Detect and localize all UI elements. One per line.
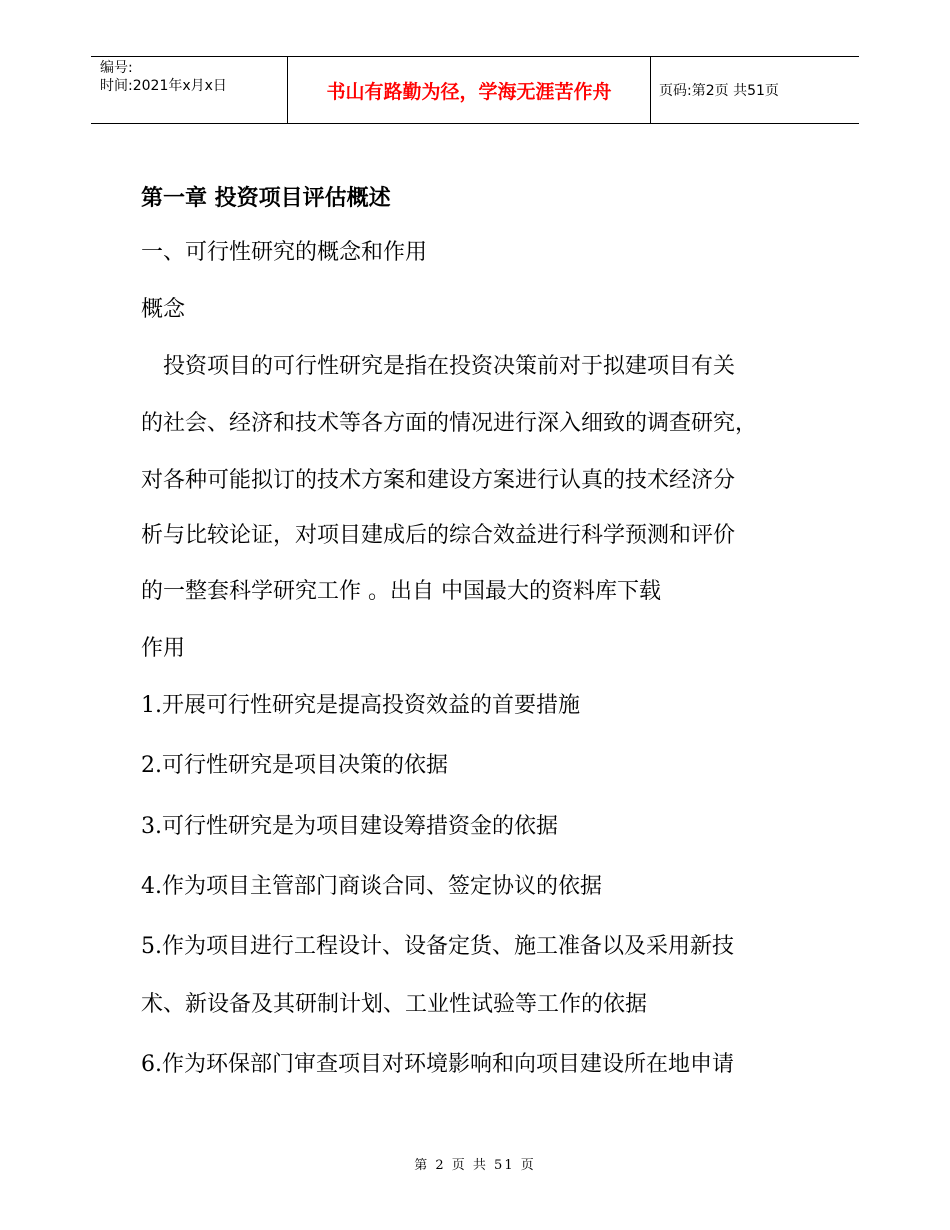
- section-title: 一、可行性研究的概念和作用: [141, 240, 428, 265]
- header-meta-cell: [91, 57, 287, 123]
- role-item: 3.可行性研究是为项目建设筹措资金的依据: [141, 814, 558, 839]
- role-heading: 作用: [141, 636, 186, 661]
- chapter-title: 第一章 投资项目评估概述: [141, 185, 391, 211]
- header-motto-cell: [287, 57, 651, 123]
- page-footer: 第 2 页 共 51 页: [414, 1158, 536, 1173]
- role-item: 4.作为项目主管部门商谈合同、签定协议的依据: [141, 874, 602, 899]
- concept-heading: 概念: [141, 297, 186, 322]
- role-item: 1.开展可行性研究是提高投资效益的首要措施: [141, 693, 580, 718]
- header-page-info: 页码:第2页 共51页: [659, 83, 779, 99]
- paragraph-line: 对各种可能拟订的技术方案和建设方案进行认真的技术经济分: [141, 468, 736, 493]
- role-item: 2.可行性研究是项目决策的依据: [141, 753, 448, 778]
- document-number-label: 编号:: [100, 60, 133, 76]
- paragraph-line: 析与比较论证，对项目建成后的综合效益进行科学预测和评价: [141, 523, 736, 548]
- paragraph-line: 的一整套科学研究工作 。出自 中国最大的资料库下载: [141, 579, 661, 604]
- role-item-continuation: 术、新设备及其研制计划、工业性试验等工作的依据: [141, 992, 648, 1017]
- page-header: [91, 56, 859, 124]
- header-page-cell: [651, 57, 859, 123]
- role-item: 5.作为项目进行工程设计、设备定货、施工准备以及采用新技: [141, 934, 734, 959]
- paragraph-line: 的社会、经济和技术等各方面的情况进行深入细致的调查研究，: [141, 411, 758, 436]
- role-item: 6.作为环保部门审查项目对环境影响和向项目建设所在地申请: [141, 1052, 734, 1077]
- document-time-label: 时间:2021年x月x日: [100, 78, 227, 94]
- header-motto: 书山有路勤为径，学海无涯苦作舟: [326, 80, 612, 103]
- paragraph-line: 投资项目的可行性研究是指在投资决策前对于拟建项目有关: [163, 354, 736, 379]
